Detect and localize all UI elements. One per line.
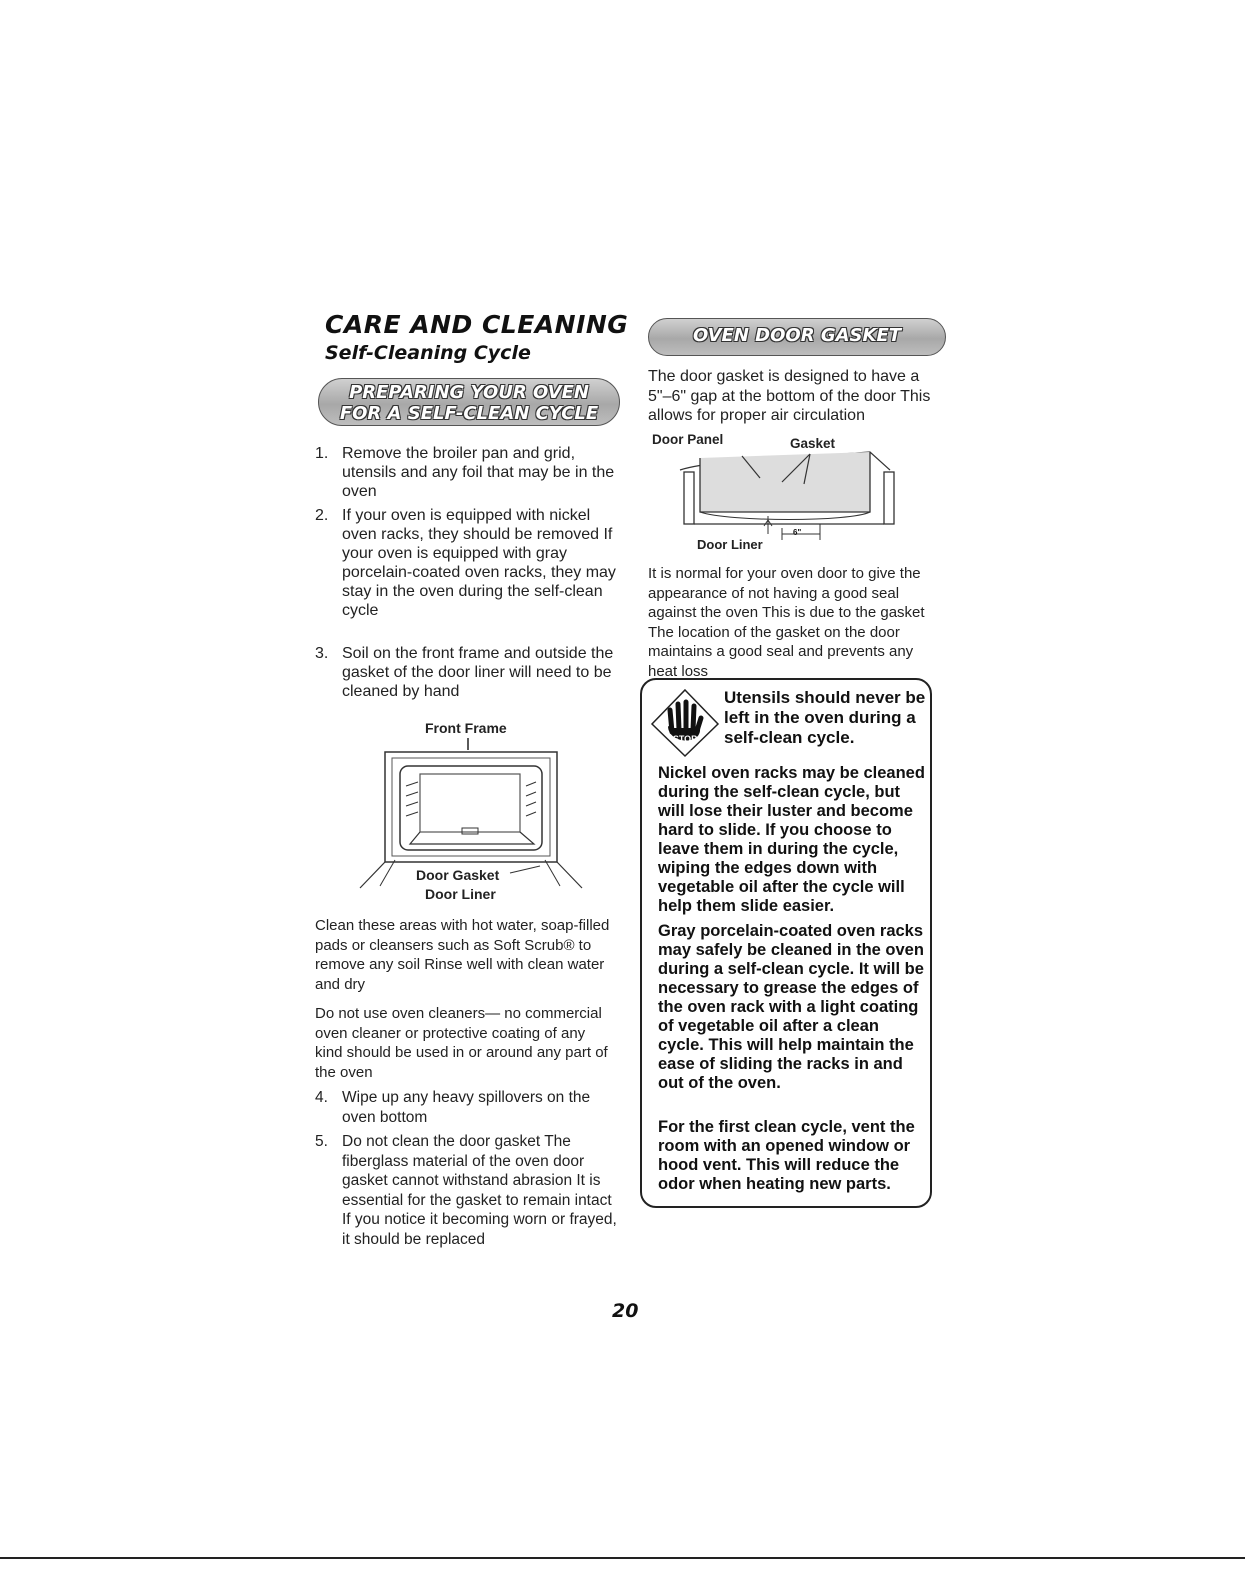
- step-text: Do not clean the door gasket The fiberglass material of the oven door gasket cannot withstand abrasion It is essential for the gasket to remain intact If you notice it becoming worn or frayed, it should be replaced: [342, 1133, 617, 1248]
- step-text: Wipe up any heavy spillovers on the oven bottom: [342, 1089, 591, 1126]
- warning-nickel-racks: Nickel oven racks may be cleaned during the self-clean cycle, but will lose their luster and become hard to slide. If you choose to leave them in during the cycle, wiping the edges down with vegetable oil after the cycle will help them slide easier.: [658, 764, 925, 915]
- gasket-banner: OVEN DOOR GASKET: [648, 318, 946, 356]
- prep-banner: [318, 378, 620, 426]
- step-number: 3.: [315, 645, 329, 662]
- stop-text: STOP: [672, 734, 698, 744]
- warning-box: [640, 678, 932, 1208]
- step-text: Remove the broiler pan and grid, utensils and any foil that may be in the oven: [342, 445, 615, 500]
- door-panel-label: Door Panel: [652, 432, 724, 447]
- prep-banner-line1: PREPARING YOUR OVEN: [349, 382, 589, 403]
- section-title: CARE AND CLEANING: [325, 310, 629, 339]
- page-number: 20: [612, 1300, 639, 1322]
- bottom-rule: [0, 1557, 1245, 1559]
- warning-headline: Utensils should never be left in the oven during a self-clean cycle.: [724, 688, 926, 747]
- front-frame-label: Front Frame: [425, 720, 507, 736]
- step-text: Soil on the front frame and outside the gasket of the door liner will need to be cleaned by hand: [342, 645, 614, 700]
- cleaning-paragraph: Clean these areas with hot water, soap-filled pads or cleansers such as Soft Scrub® to remove any soil Rinse well with clean water and dry: [315, 917, 610, 993]
- door-gasket-label: Door Gasket: [416, 867, 500, 883]
- gasket-diagram: [670, 450, 910, 540]
- section-subtitle: Self-Cleaning Cycle: [325, 342, 531, 364]
- step-text: If your oven is equipped with nickel oven racks, they should be removed If your oven is equipped with gray porcelain-coated oven racks, they may stay in the oven during the self-clean cycle: [342, 507, 616, 619]
- step-number: 2.: [315, 507, 329, 524]
- warning-paragraph: Do not use oven cleaners— no commercial oven cleaner or protective coating of any kind should be used in or around any part of the oven: [315, 1005, 608, 1081]
- stop-hand-icon: [650, 688, 720, 758]
- gasket-paragraph: It is normal for your oven door to give the appearance of not having a good seal against the oven This is due to the gasket The location of the gasket on the door maintains a good seal and prevents any heat loss: [648, 565, 925, 680]
- prep-banner-line2: FOR A SELF-CLEAN CYCLE: [339, 403, 599, 424]
- step-number: 5.: [315, 1133, 328, 1150]
- step-number: 4.: [315, 1089, 328, 1106]
- gasket-label: Gasket: [790, 436, 836, 451]
- warning-gray-racks: Gray porcelain-coated oven racks may safely be cleaned in the oven during a self-clean cycle. It will be necessary to grease the edges of the oven rack with a light coating of vegetable oil after a clean cycle. This will help maintain the ease of sliding the racks in and out of the oven.: [658, 922, 924, 1092]
- warning-first-cycle: For the first clean cycle, vent the room with an opened window or hood vent. This will reduce the odor when heating new parts.: [658, 1118, 915, 1193]
- gasket-intro: The door gasket is designed to have a 5"–6" gap at the bottom of the door This allows for proper air circulation: [648, 368, 931, 424]
- door-liner-label: Door Liner: [425, 886, 496, 902]
- door-liner-label: Door Liner: [697, 537, 763, 552]
- step-number: 1.: [315, 445, 329, 462]
- gap-label: 6": [793, 528, 802, 537]
